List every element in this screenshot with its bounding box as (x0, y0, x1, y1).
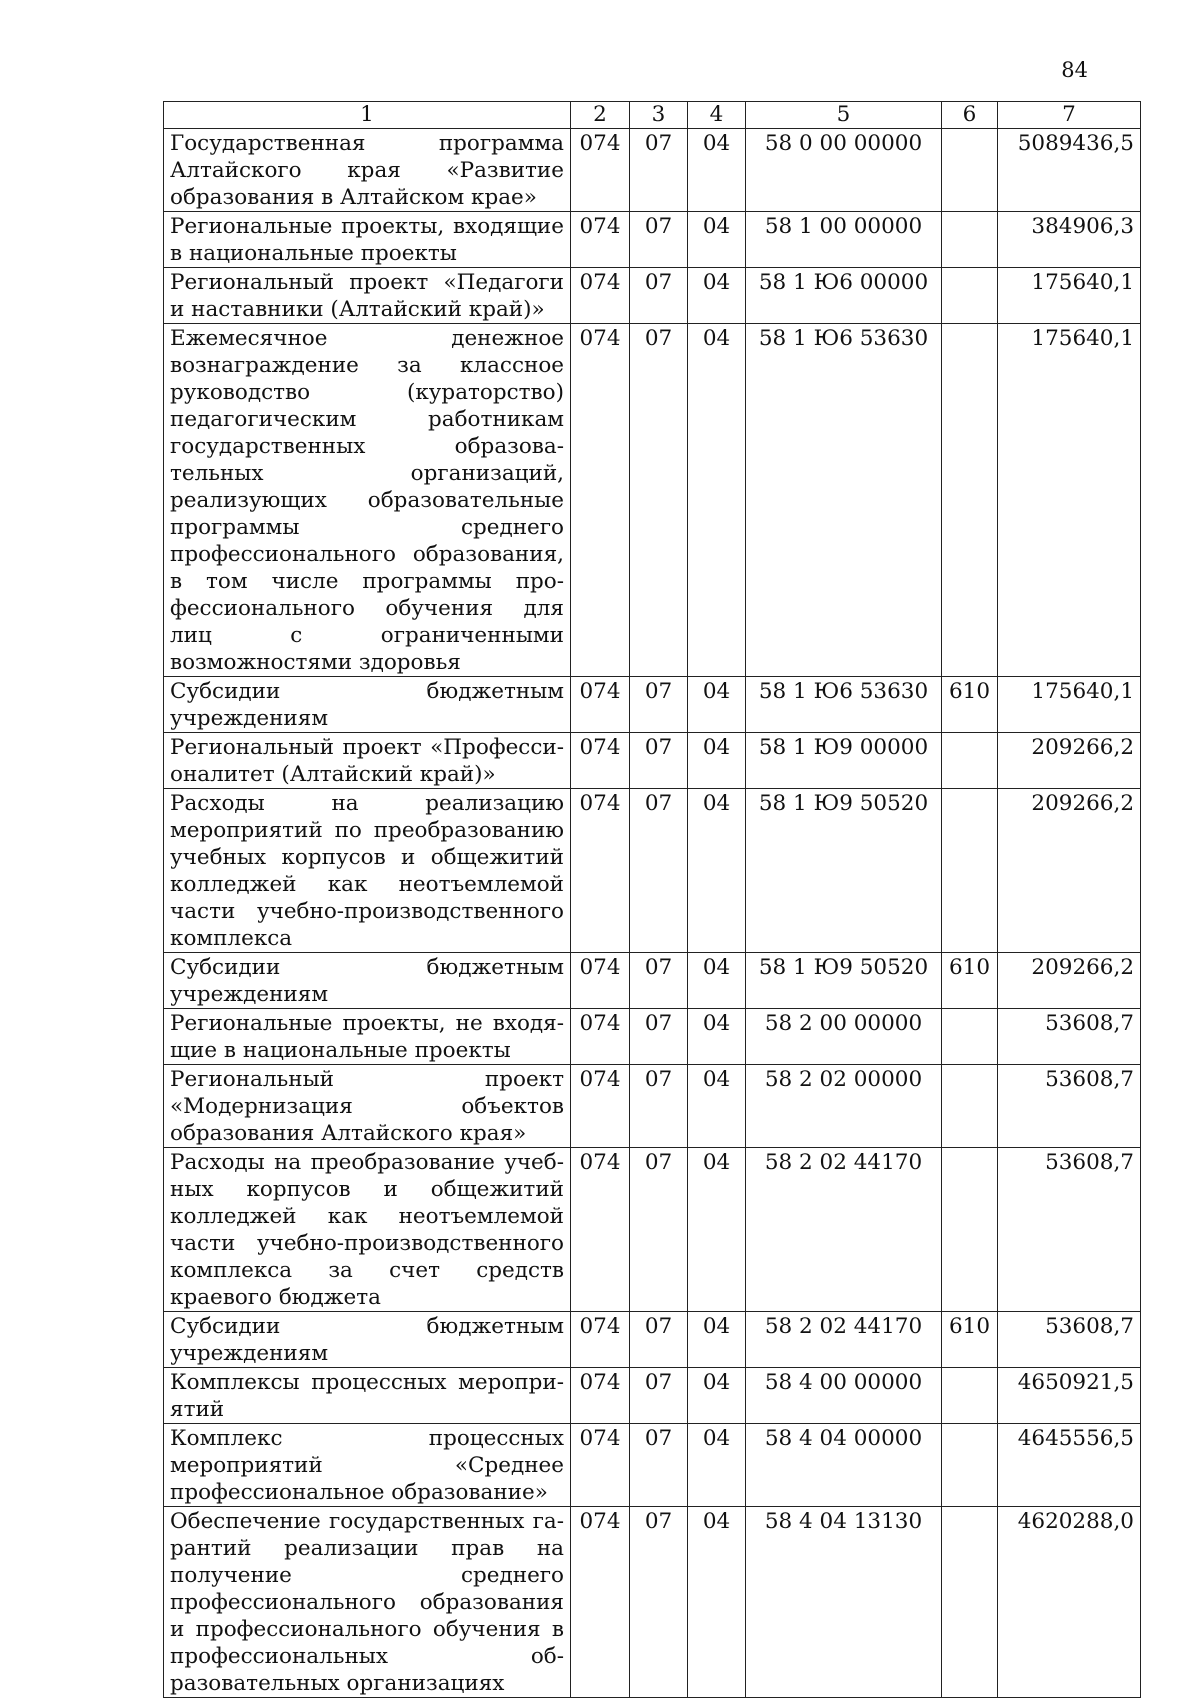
item-name-cell: Региональный проект «Профессионалитет (Алтайский край)» (164, 733, 571, 789)
expense-type-cell (942, 1368, 998, 1424)
expense-type-cell (942, 733, 998, 789)
subsection-code-cell: 04 (688, 789, 746, 953)
item-name-cell: Комплекс процессных мероприятий «Среднее профессиональное образование» (164, 1424, 571, 1507)
amount-cell: 209266,2 (998, 733, 1141, 789)
page-number: 84 (1061, 58, 1088, 82)
table-row (164, 268, 1141, 324)
ministry-code-cell: 074 (571, 733, 630, 789)
table-row (164, 129, 1141, 212)
ministry-code-cell: 074 (571, 1065, 630, 1148)
ministry-code-cell: 074 (571, 212, 630, 268)
subsection-code-cell: 04 (688, 212, 746, 268)
table-row (164, 677, 1141, 733)
header-col-6: 6 (942, 102, 998, 129)
expense-type-cell (942, 1009, 998, 1065)
amount-cell: 53608,7 (998, 1009, 1141, 1065)
subsection-code-cell: 04 (688, 1312, 746, 1368)
ministry-code-cell: 074 (571, 268, 630, 324)
header-col-2: 2 (571, 102, 630, 129)
header-col-7: 7 (998, 102, 1141, 129)
ministry-code-cell: 074 (571, 789, 630, 953)
ministry-code-cell: 074 (571, 953, 630, 1009)
expense-type-cell: 610 (942, 953, 998, 1009)
expense-type-cell (942, 1424, 998, 1507)
item-name-cell: Региональный проект «Модернизация объектов образования Алтайского края» (164, 1065, 571, 1148)
target-article-cell: 58 1 Ю6 00000 (746, 268, 942, 324)
section-code-cell: 07 (630, 1065, 688, 1148)
item-name-cell: Комплексы процессных мероприятий (164, 1368, 571, 1424)
ministry-code-cell: 074 (571, 1148, 630, 1312)
section-code-cell: 07 (630, 268, 688, 324)
expense-type-cell (942, 324, 998, 677)
target-article-cell: 58 1 Ю9 50520 (746, 789, 942, 953)
item-name-cell: Субсидии бюджетным учреждениям (164, 677, 571, 733)
section-code-cell: 07 (630, 1507, 688, 1698)
table-row (164, 1507, 1141, 1698)
subsection-code-cell: 04 (688, 1148, 746, 1312)
subsection-code-cell: 04 (688, 268, 746, 324)
amount-cell: 175640,1 (998, 324, 1141, 677)
ministry-code-cell: 074 (571, 677, 630, 733)
item-name-cell: Ежемесячное денежное вознаграждение за классное руководство (кураторство) педагогическим работникам государственных образовательных организаций, реализующих образовательные программы среднего профессионального образования, в том числе программы профессионального обучения для лиц с ограниченными возможностями здоровья (164, 324, 571, 677)
expense-type-cell (942, 789, 998, 953)
table-row (164, 1312, 1141, 1368)
subsection-code-cell: 04 (688, 733, 746, 789)
target-article-cell: 58 0 00 00000 (746, 129, 942, 212)
expense-type-cell (942, 129, 998, 212)
subsection-code-cell: 04 (688, 1424, 746, 1507)
expense-type-cell (942, 268, 998, 324)
subsection-code-cell: 04 (688, 129, 746, 212)
expense-type-cell (942, 1507, 998, 1698)
section-code-cell: 07 (630, 1368, 688, 1424)
amount-cell: 53608,7 (998, 1148, 1141, 1312)
section-code-cell: 07 (630, 129, 688, 212)
target-article-cell: 58 1 Ю6 53630 (746, 677, 942, 733)
item-name-cell: Расходы на преобразование учебных корпусов и общежитий колледжей как неотъемлемой части учебно-производственного комплекса за счет средств краевого бюджета (164, 1148, 571, 1312)
target-article-cell: 58 4 00 00000 (746, 1368, 942, 1424)
expense-type-cell (942, 1065, 998, 1148)
ministry-code-cell: 074 (571, 324, 630, 677)
amount-cell: 175640,1 (998, 677, 1141, 733)
amount-cell: 384906,3 (998, 212, 1141, 268)
ministry-code-cell: 074 (571, 1368, 630, 1424)
item-name-cell: Субсидии бюджетным учреждениям (164, 1312, 571, 1368)
item-name-cell: Субсидии бюджетным учреждениям (164, 953, 571, 1009)
section-code-cell: 07 (630, 953, 688, 1009)
ministry-code-cell: 074 (571, 1009, 630, 1065)
table-row (164, 789, 1141, 953)
item-name-cell: Обеспечение государственных гарантий реализации прав на получение среднего профессионального образования и профессионального обучения в профессиональных образовательных организациях (164, 1507, 571, 1698)
expense-type-cell (942, 1148, 998, 1312)
budget-table (163, 101, 1141, 1698)
table-row (164, 1065, 1141, 1148)
item-name-cell: Региональный проект «Педагоги и наставники (Алтайский край)» (164, 268, 571, 324)
target-article-cell: 58 1 Ю9 50520 (746, 953, 942, 1009)
expense-type-cell (942, 212, 998, 268)
subsection-code-cell: 04 (688, 677, 746, 733)
target-article-cell: 58 4 04 00000 (746, 1424, 942, 1507)
subsection-code-cell: 04 (688, 324, 746, 677)
expense-type-cell: 610 (942, 1312, 998, 1368)
amount-cell: 175640,1 (998, 268, 1141, 324)
expense-type-cell: 610 (942, 677, 998, 733)
header-col-3: 3 (630, 102, 688, 129)
header-col-4: 4 (688, 102, 746, 129)
table-row (164, 1148, 1141, 1312)
target-article-cell: 58 1 Ю6 53630 (746, 324, 942, 677)
section-code-cell: 07 (630, 1424, 688, 1507)
section-code-cell: 07 (630, 789, 688, 953)
subsection-code-cell: 04 (688, 953, 746, 1009)
section-code-cell: 07 (630, 1009, 688, 1065)
amount-cell: 209266,2 (998, 789, 1141, 953)
target-article-cell: 58 2 00 00000 (746, 1009, 942, 1065)
target-article-cell: 58 2 02 00000 (746, 1065, 942, 1148)
subsection-code-cell: 04 (688, 1507, 746, 1698)
ministry-code-cell: 074 (571, 1507, 630, 1698)
target-article-cell: 58 2 02 44170 (746, 1312, 942, 1368)
section-code-cell: 07 (630, 212, 688, 268)
subsection-code-cell: 04 (688, 1009, 746, 1065)
table-row (164, 1009, 1141, 1065)
section-code-cell: 07 (630, 1148, 688, 1312)
table-row (164, 733, 1141, 789)
table-row (164, 1424, 1141, 1507)
header-col-1: 1 (164, 102, 571, 129)
table-row (164, 1368, 1141, 1424)
item-name-cell: Расходы на реализацию мероприятий по преобразованию учебных корпусов и общежитий колледжей как неотъемлемой части учебно-производственного комплекса (164, 789, 571, 953)
table-row (164, 212, 1141, 268)
ministry-code-cell: 074 (571, 129, 630, 212)
amount-cell: 4650921,5 (998, 1368, 1141, 1424)
table-row (164, 324, 1141, 677)
table-header-row (164, 102, 1141, 129)
target-article-cell: 58 4 04 13130 (746, 1507, 942, 1698)
table-row (164, 953, 1141, 1009)
amount-cell: 53608,7 (998, 1312, 1141, 1368)
section-code-cell: 07 (630, 677, 688, 733)
section-code-cell: 07 (630, 1312, 688, 1368)
table-body (164, 129, 1141, 1698)
amount-cell: 5089436,5 (998, 129, 1141, 212)
target-article-cell: 58 1 Ю9 00000 (746, 733, 942, 789)
item-name-cell: Региональные проекты, входящие в национальные проекты (164, 212, 571, 268)
target-article-cell: 58 2 02 44170 (746, 1148, 942, 1312)
item-name-cell: Региональные проекты, не входящие в национальные проекты (164, 1009, 571, 1065)
item-name-cell: Государственная программа Алтайского края «Развитие образования в Алтайском крае» (164, 129, 571, 212)
ministry-code-cell: 074 (571, 1424, 630, 1507)
amount-cell: 4645556,5 (998, 1424, 1141, 1507)
target-article-cell: 58 1 00 00000 (746, 212, 942, 268)
subsection-code-cell: 04 (688, 1368, 746, 1424)
amount-cell: 53608,7 (998, 1065, 1141, 1148)
amount-cell: 4620288,0 (998, 1507, 1141, 1698)
section-code-cell: 07 (630, 324, 688, 677)
header-col-5: 5 (746, 102, 942, 129)
section-code-cell: 07 (630, 733, 688, 789)
subsection-code-cell: 04 (688, 1065, 746, 1148)
ministry-code-cell: 074 (571, 1312, 630, 1368)
amount-cell: 209266,2 (998, 953, 1141, 1009)
